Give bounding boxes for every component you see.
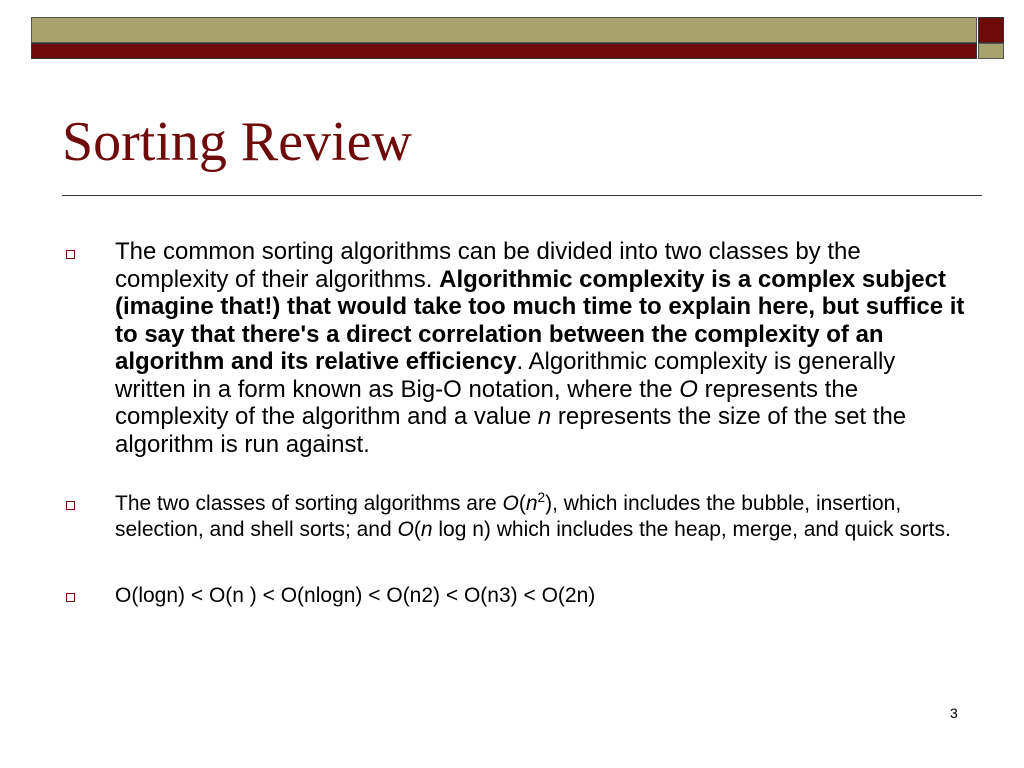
hollow-square-icon: [66, 501, 75, 510]
hollow-square-icon: [66, 250, 75, 259]
text-run: 2: [537, 490, 546, 505]
corner-square-maroon: [978, 17, 1004, 43]
text-run: represents the complexity of the algorithm and a value: [115, 375, 859, 430]
slide-title: Sorting Review: [62, 111, 412, 173]
text-run: The common sorting algorithms can be divided into two classes by the complexity of their algorithms.: [115, 238, 861, 293]
bullet-text: [115, 583, 972, 609]
corner-square-olive: [978, 43, 1004, 59]
text-run: (: [518, 492, 526, 515]
bullet-item: [62, 583, 972, 609]
text-run: O: [679, 375, 698, 403]
text-run: O(logn) < O(n ) < O(nlogn) < O(n2) < O(n3) < O(2n): [115, 584, 596, 607]
text-run: represents the size of the set the algorithm is run against.: [115, 403, 907, 458]
text-run: log n) which includes the heap, merge, and quick sorts.: [432, 518, 951, 541]
header-bar-olive: [31, 17, 977, 43]
bullet-item: [62, 491, 972, 543]
text-run: O: [502, 492, 519, 515]
hollow-square-icon: [66, 593, 75, 602]
text-run: n: [537, 403, 552, 430]
text-run: Algorithmic complexity is a complex subject (imagine that!) that would take too much time to explain here, but suffice it to say that there's a direct correlation between the complexity of an algorithm and its relative efficiency: [115, 265, 965, 375]
text-run: . Algorithmic complexity is generally written in a form known as Big-O notation, where the: [115, 348, 896, 403]
text-run: n: [525, 492, 538, 515]
bullet-text: [115, 238, 972, 458]
text-run: O: [397, 518, 414, 541]
text-run: ), which includes the bubble, insertion, selection, and shell sorts; and: [115, 492, 902, 541]
bullet-list: [62, 238, 972, 609]
title-divider: [62, 195, 982, 196]
text-run: The two classes of sorting algorithms are: [115, 492, 503, 515]
header-bar-maroon: [31, 43, 977, 59]
bullet-text: [115, 491, 972, 543]
text-run: n: [420, 518, 433, 541]
page-number: 3: [950, 705, 958, 721]
bullet-item: [62, 238, 972, 458]
text-run: (: [413, 518, 421, 541]
